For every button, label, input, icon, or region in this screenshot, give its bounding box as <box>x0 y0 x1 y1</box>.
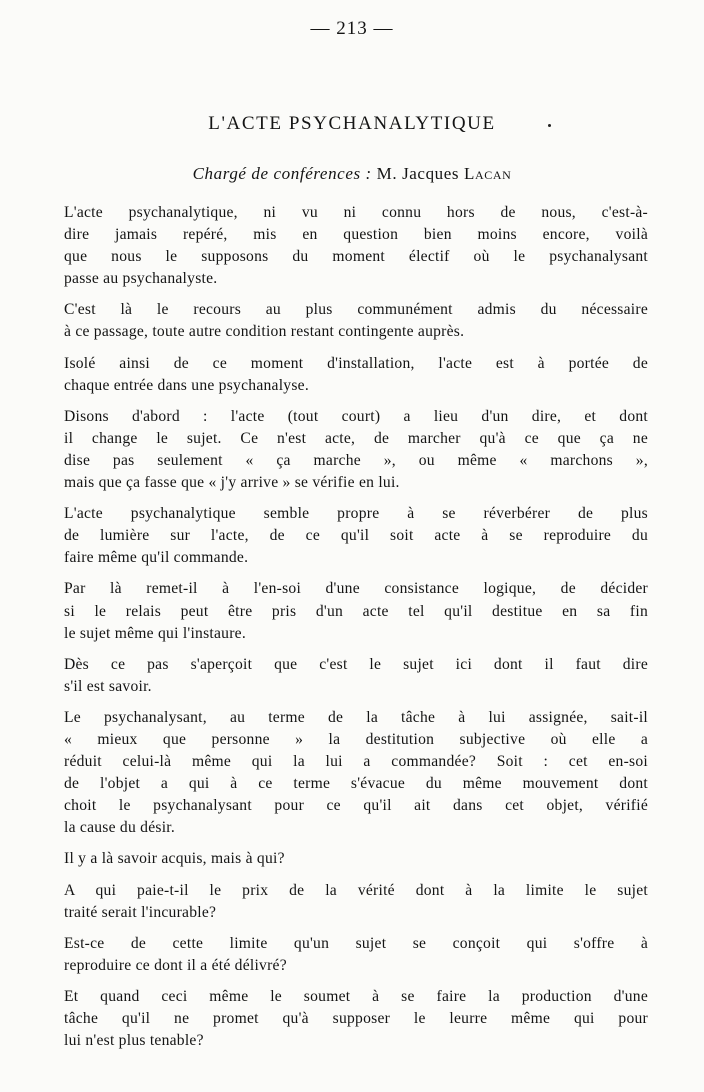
text-line: L'acte psychanalytique semble propre à se réverbérer de plus <box>64 505 648 523</box>
text-line: Disons d'abord : l'acte (tout court) a lieu d'un dire, et dont <box>64 407 648 425</box>
author-byline <box>0 164 704 184</box>
paragraph <box>42 578 648 644</box>
text-line: mais que ça fasse que « j'y arrive » se vérifie en lui. <box>64 474 400 492</box>
text-line: A qui paie-t-il le prix de la vérité dont à la limite le sujet <box>64 881 648 899</box>
text-line: Isolé ainsi de ce moment d'installation, l'acte est à portée de <box>64 354 648 372</box>
paragraph <box>42 986 648 1052</box>
byline-role: Chargé de conférences : <box>192 164 372 183</box>
article-title: L'ACTE PSYCHANALYTIQUE <box>208 113 496 134</box>
text-line: Il y a là savoir acquis, mais à qui? <box>64 850 285 868</box>
text-line: Le psychanalysant, au terme de la tâche à lui assignée, sait-il <box>64 708 648 726</box>
text-line: il change le sujet. Ce n'est acte, de marcher qu'à ce que ça ne <box>64 429 648 447</box>
byline-name-prefix: M. Jacques <box>376 164 460 183</box>
text-line: C'est là le recours au plus communément admis du nécessaire <box>64 301 648 319</box>
text-line: à ce passage, toute autre condition restant contingente auprès. <box>64 323 465 341</box>
text-line: tâche qu'il ne promet qu'à supposer le leurre même qui pour <box>64 1010 648 1027</box>
text-line: dire jamais repéré, mis en question bien moins encore, voilà <box>64 226 648 244</box>
print-speck <box>548 124 551 127</box>
text-line: passe au psychanalyste. <box>64 270 218 288</box>
paragraph <box>42 654 648 698</box>
body-text <box>42 202 648 1061</box>
text-line: réduit celui-là même qui la lui a commandée? Soit : cet en-soi <box>64 753 648 771</box>
paragraph <box>42 406 648 494</box>
paragraph <box>42 707 648 840</box>
paragraph <box>42 299 648 343</box>
text-line: de l'objet a qui à ce terme s'évacue du même mouvement dont <box>64 775 648 793</box>
text-line: L'acte psychanalytique, ni vu ni connu hors de nous, c'est-à- <box>64 204 648 221</box>
page-number: — 213 — <box>310 18 394 39</box>
text-line: « mieux que personne » la destitution subjective où elle a <box>64 730 648 748</box>
paragraph <box>42 202 648 290</box>
text-line: Dès ce pas s'aperçoit que c'est le sujet ici dont il faut dire <box>64 655 648 673</box>
text-line: chaque entrée dans une psychanalyse. <box>64 376 309 394</box>
byline-surname: Lacan <box>464 164 512 183</box>
text-line: si le relais peut être pris d'un acte tel qu'il destitue en sa fin <box>64 602 648 620</box>
text-line: reproduire ce dont il a été délivré? <box>64 956 287 974</box>
text-line: traité serait l'incurable? <box>64 903 217 921</box>
text-line: de lumière sur l'acte, de ce qu'il soit acte à se reproduire du <box>64 527 648 545</box>
paragraph <box>42 353 648 397</box>
text-line: la cause du désir. <box>64 819 176 837</box>
text-line: que nous le supposons du moment électif où le psychanalysant <box>64 248 648 266</box>
text-line: s'il est savoir. <box>64 677 152 695</box>
text-line: faire même qu'il commande. <box>64 549 249 567</box>
text-line: choit le psychanalysant pour ce qu'il ait dans cet objet, vérifié <box>64 797 648 815</box>
text-line: Est-ce de cette limite qu'un sujet se conçoit qui s'offre à <box>64 934 648 952</box>
text-line: Et quand ceci même le soumet à se faire la production d'une <box>64 987 648 1005</box>
text-line: le sujet même qui l'instaure. <box>64 624 246 642</box>
paragraph <box>42 848 648 870</box>
paragraph <box>42 880 648 924</box>
paragraph <box>42 933 648 977</box>
text-line: lui n'est plus tenable? <box>64 1032 204 1050</box>
paragraph <box>42 503 648 569</box>
text-line: dise pas seulement « ça marche », ou même « marchons », <box>64 451 648 469</box>
text-line: Par là remet-il à l'en-soi d'une consistance logique, de décider <box>64 580 648 598</box>
